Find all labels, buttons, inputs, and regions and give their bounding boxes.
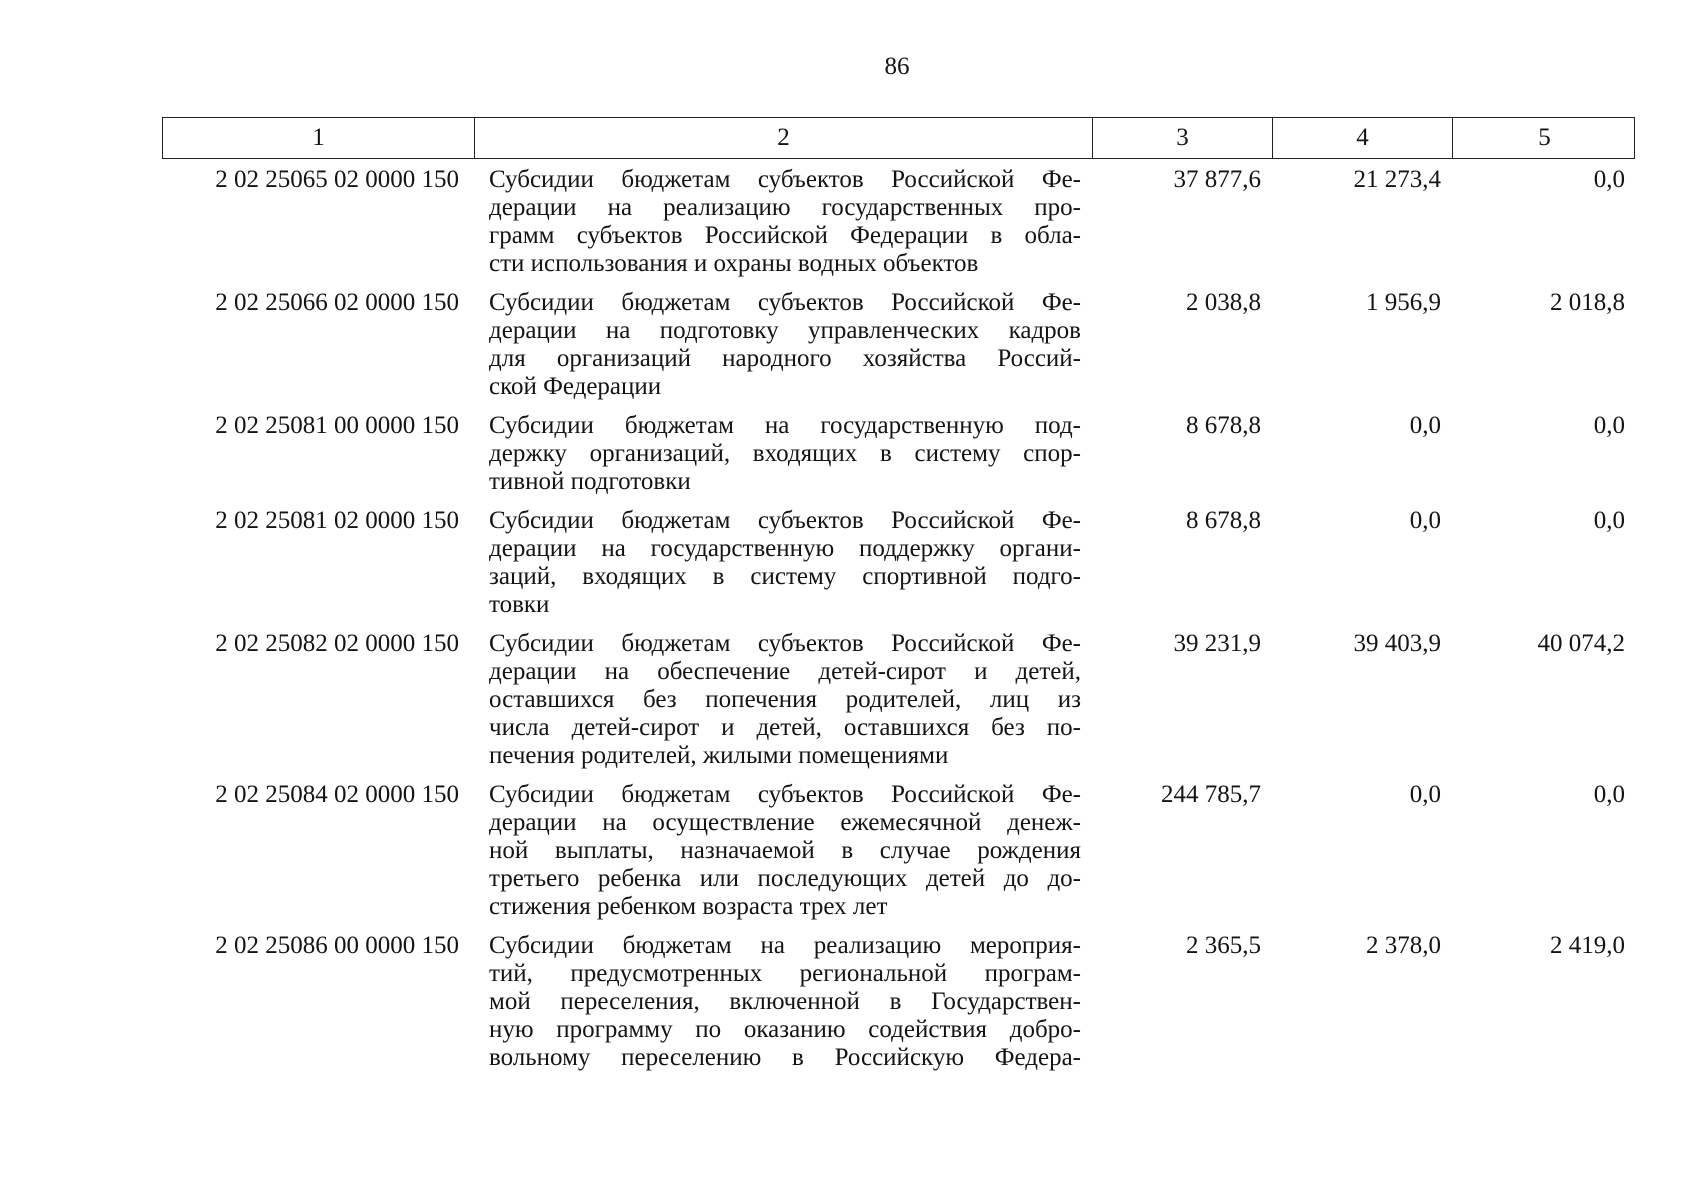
budget-code: 2 02 25065 02 0000 150: [215, 166, 459, 193]
column-header-1: 1: [312, 124, 325, 151]
amount-col-4: 0,0: [1409, 412, 1441, 439]
description-line: ской Федерации: [489, 373, 662, 400]
description: [473, 507, 1091, 619]
description-line: заций, входящих в систему спортивной подго-: [489, 563, 1081, 590]
budget-code: 2 02 25084 02 0000 150: [215, 781, 459, 808]
column-header-3: 3: [1092, 118, 1272, 158]
table-row: [162, 932, 1635, 1072]
description-line: вольному переселению в Российскую Федера-: [489, 1044, 1081, 1071]
description-line: Субсидии бюджетам субъектов Российской Фе-: [489, 630, 1081, 657]
amount-col-3: 39 231,9: [1173, 630, 1261, 657]
description-line: мой переселения, включенной в Государствен-: [489, 988, 1081, 1015]
budget-code: 2 02 25081 02 0000 150: [215, 507, 459, 534]
description-line: третьего ребенка или последующих детей до до-: [489, 865, 1081, 892]
column-header-5: 5: [1452, 118, 1636, 158]
amount-col-4: 21 273,4: [1353, 166, 1441, 193]
description-line: дерации на обеспечение детей-сирот и детей,: [489, 658, 1081, 685]
amount-col-4: 0,0: [1409, 781, 1441, 808]
description-line: ной выплаты, назначаемой в случае рождения: [489, 837, 1081, 864]
amount-col-5: 40 074,2: [1537, 630, 1625, 657]
column-header-4: 4: [1272, 118, 1452, 158]
budget-code: 2 02 25086 00 0000 150: [215, 932, 459, 959]
description: [473, 412, 1091, 496]
description-line: сти использования и охраны водных объектов: [489, 250, 979, 277]
amount-col-5: 2 419,0: [1550, 932, 1625, 959]
amount-col-3: 8 678,8: [1186, 507, 1261, 534]
amount-col-5: 0,0: [1593, 507, 1625, 534]
amount-col-3: 2 038,8: [1186, 289, 1261, 316]
amount-col-5: 0,0: [1593, 781, 1625, 808]
amount-col-4: 39 403,9: [1353, 630, 1441, 657]
amount-col-3: 244 785,7: [1161, 781, 1261, 808]
description-line: Субсидии бюджетам субъектов Российской Фе-: [489, 166, 1081, 193]
budget-code: 2 02 25081 00 0000 150: [215, 412, 459, 439]
column-header-2: 2: [474, 118, 1092, 158]
budget-code: 2 02 25066 02 0000 150: [215, 289, 459, 316]
description-line: Субсидии бюджетам на реализацию мероприя-: [489, 932, 1081, 959]
description-line: ную программу по оказанию содействия добро-: [489, 1016, 1081, 1043]
description-line: Субсидии бюджетам субъектов Российской Фе-: [489, 289, 1081, 316]
table-row: [162, 781, 1635, 921]
description: [473, 932, 1091, 1072]
amount-col-5: 0,0: [1593, 412, 1625, 439]
description-line: стижения ребенком возраста трех лет: [489, 893, 888, 920]
description-line: дерации на реализацию государственных про-: [489, 194, 1081, 221]
amount-col-3: 2 365,5: [1186, 932, 1261, 959]
description-line: для организаций народного хозяйства Россий-: [489, 345, 1081, 372]
description-line: дерации на подготовку управленческих кадров: [489, 317, 1081, 344]
description-line: Субсидии бюджетам субъектов Российской Фе-: [489, 507, 1081, 534]
table-header-row: [162, 117, 1635, 159]
description-line: числа детей-сирот и детей, оставшихся без по-: [489, 714, 1081, 741]
description: [473, 289, 1091, 401]
amount-col-3: 37 877,6: [1173, 166, 1261, 193]
table-row: [162, 289, 1635, 401]
table-row: [162, 412, 1635, 496]
budget-table: [162, 117, 1635, 1083]
description-line: тивной подготовки: [489, 468, 691, 495]
description-line: Субсидии бюджетам на государственную под-: [489, 412, 1081, 439]
description-line: держку организаций, входящих в систему спор-: [489, 440, 1081, 467]
table-row: [162, 166, 1635, 278]
amount-col-4: 1 956,9: [1366, 289, 1441, 316]
description: [473, 630, 1091, 770]
amount-col-5: 2 018,8: [1550, 289, 1625, 316]
description: [473, 166, 1091, 278]
description-line: дерации на осуществление ежемесячной денеж-: [489, 809, 1081, 836]
table-row: [162, 507, 1635, 619]
description-line: Субсидии бюджетам субъектов Российской Фе-: [489, 781, 1081, 808]
amount-col-3: 8 678,8: [1186, 412, 1261, 439]
amount-col-4: 2 378,0: [1366, 932, 1441, 959]
page-number: 86: [884, 53, 910, 80]
description-line: печения родителей, жилыми помещениями: [489, 742, 949, 769]
description-line: дерации на государственную поддержку органи-: [489, 535, 1081, 562]
budget-code: 2 02 25082 02 0000 150: [215, 630, 459, 657]
amount-col-5: 0,0: [1593, 166, 1625, 193]
description-line: товки: [489, 591, 550, 618]
description-line: оставшихся без попечения родителей, лиц из: [489, 686, 1081, 713]
table-body: [162, 166, 1635, 1072]
description: [473, 781, 1091, 921]
description-line: тий, предусмотренных региональной програм-: [489, 960, 1081, 987]
description-line: грамм субъектов Российской Федерации в обла-: [489, 222, 1081, 249]
table-row: [162, 630, 1635, 770]
amount-col-4: 0,0: [1409, 507, 1441, 534]
